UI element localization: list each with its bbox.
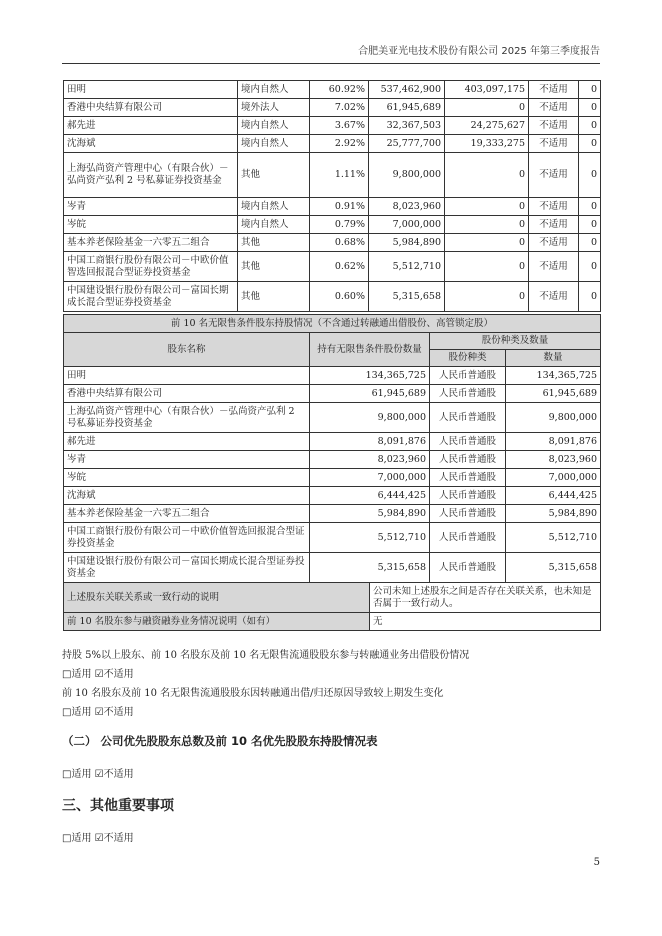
holder-pledge-status: 不适用 — [529, 216, 579, 234]
share-qty: 5,315,658 — [506, 553, 601, 583]
holder-name: 沈海斌 — [64, 487, 310, 505]
holder-name: 中国建设银行股份有限公司－富国长期成长混合型证券投资基金 — [64, 282, 238, 312]
share-qty: 8,091,876 — [506, 433, 601, 451]
holder-name: 田明 — [64, 367, 310, 385]
share-type: 人民币普通股 — [430, 553, 506, 583]
holder-restricted: 0 — [445, 234, 529, 252]
holder-name: 上海弘尚资产管理中心（有限合伙）－弘尚资产弘利 2 号私募证券投资基金 — [64, 153, 238, 198]
holder-ratio: 3.67% — [310, 117, 369, 135]
holder-pledge-status: 不适用 — [529, 135, 579, 153]
holder-ratio: 0.62% — [310, 252, 369, 282]
holder-nature: 其他 — [238, 153, 310, 198]
holder-shares: 7,000,000 — [369, 216, 445, 234]
col-header-shares: 持有无限售条件股份数量 — [310, 333, 430, 367]
col-header-type: 股份种类 — [430, 350, 506, 367]
holder-ratio: 0.79% — [310, 216, 369, 234]
preferred-checkbox-line — [62, 765, 134, 780]
holder-shares: 9,800,000 — [369, 153, 445, 198]
holder-restricted: 0 — [445, 198, 529, 216]
table-row — [64, 216, 601, 234]
not-applicable-checkbox: ☑不适用 — [94, 669, 134, 680]
holder-ratio: 0.68% — [310, 234, 369, 252]
holder-name: 岑青 — [64, 451, 310, 469]
holder-restricted: 19,333,275 — [445, 135, 529, 153]
holder-name: 基本养老保险基金一六零五二组合 — [64, 505, 310, 523]
unrestricted-shares: 61,945,689 — [310, 385, 430, 403]
holder-name: 香港中央结算有限公司 — [64, 385, 310, 403]
holder-name: 中国工商银行股份有限公司－中欧价值智选回报混合型证券投资基金 — [64, 523, 310, 553]
holder-ratio: 0.91% — [310, 198, 369, 216]
table-row — [64, 117, 601, 135]
holder-name: 上海弘尚资产管理中心（有限合伙）－弘尚资产弘利 2 号私募证券投资基金 — [64, 403, 310, 433]
unrestricted-shares: 7,000,000 — [310, 469, 430, 487]
holder-pledge-status: 不适用 — [529, 99, 579, 117]
holder-shares: 5,984,890 — [369, 234, 445, 252]
share-type: 人民币普通股 — [430, 523, 506, 553]
table-row — [64, 135, 601, 153]
table-row — [64, 433, 601, 451]
holder-nature: 境内自然人 — [238, 117, 310, 135]
share-qty: 5,984,890 — [506, 505, 601, 523]
header-row — [64, 333, 601, 350]
holder-shares: 8,023,960 — [369, 198, 445, 216]
holder-restricted: 0 — [445, 99, 529, 117]
table-row — [64, 81, 601, 99]
holder-shares: 25,777,700 — [369, 135, 445, 153]
holder-pledge-count: 0 — [579, 153, 601, 198]
holder-pledge-status: 不适用 — [529, 252, 579, 282]
table-row — [64, 451, 601, 469]
holder-ratio: 60.92% — [310, 81, 369, 99]
holder-nature: 境内自然人 — [238, 216, 310, 234]
holder-pledge-count: 0 — [579, 198, 601, 216]
share-type: 人民币普通股 — [430, 487, 506, 505]
holder-pledge-count: 0 — [579, 117, 601, 135]
holder-pledge-status: 不适用 — [529, 234, 579, 252]
holder-pledge-count: 0 — [579, 282, 601, 312]
unrestricted-shareholders-table — [63, 314, 601, 631]
holder-name: 郝先进 — [64, 117, 238, 135]
other-checkbox-line — [62, 829, 134, 844]
other-matters-heading: 三、其他重要事项 — [62, 798, 174, 814]
unrestricted-shares: 134,365,725 — [310, 367, 430, 385]
lending-note: 持股 5%以上股东、前 10 名股东及前 10 名无限售流通股股东参与转融通业务出借股份情况 — [62, 650, 470, 661]
change-note: 前 10 名股东及前 10 名无限售流通股股东因转融通出借/归还原因导致较上期发生变化 — [62, 688, 444, 699]
unrestricted-shares: 8,091,876 — [310, 433, 430, 451]
section-title: 前 10 名无限售条件股东持股情况（不含通过转融通出借股份、高管锁定股） — [64, 315, 601, 333]
holder-shares: 61,945,689 — [369, 99, 445, 117]
col-header-qty: 数量 — [506, 350, 601, 367]
share-type: 人民币普通股 — [430, 433, 506, 451]
unrestricted-shares: 5,315,658 — [310, 553, 430, 583]
preferred-shares-heading: （二） 公司优先股股东总数及前 10 名优先股股东持股情况表 — [62, 734, 378, 748]
margin-text: 无 — [370, 613, 601, 631]
table-row — [64, 523, 601, 553]
holder-restricted: 0 — [445, 282, 529, 312]
holder-ratio: 2.92% — [310, 135, 369, 153]
header-divider — [62, 63, 600, 64]
holder-nature: 境内自然人 — [238, 198, 310, 216]
holder-shares: 537,462,900 — [369, 81, 445, 99]
margin-label: 前 10 名股东参与融资融券业务情况说明（如有） — [64, 613, 370, 631]
applicable-checkbox: □适用 — [62, 769, 92, 780]
margin-row — [64, 613, 601, 631]
holder-pledge-count: 0 — [579, 234, 601, 252]
holder-name: 香港中央结算有限公司 — [64, 99, 238, 117]
unrestricted-shares: 5,512,710 — [310, 523, 430, 553]
holder-pledge-status: 不适用 — [529, 282, 579, 312]
holder-pledge-count: 0 — [579, 135, 601, 153]
holder-ratio: 0.60% — [310, 282, 369, 312]
holder-name: 沈海斌 — [64, 135, 238, 153]
holder-name: 基本养老保险基金一六零五二组合 — [64, 234, 238, 252]
table-row — [64, 367, 601, 385]
holder-shares: 32,367,503 — [369, 117, 445, 135]
holder-pledge-count: 0 — [579, 81, 601, 99]
holder-pledge-status: 不适用 — [529, 153, 579, 198]
holder-shares: 5,315,658 — [369, 282, 445, 312]
holder-shares: 5,512,710 — [369, 252, 445, 282]
holder-name: 田明 — [64, 81, 238, 99]
table-row — [64, 553, 601, 583]
share-type: 人民币普通股 — [430, 469, 506, 487]
holder-pledge-status: 不适用 — [529, 81, 579, 99]
holder-restricted: 0 — [445, 153, 529, 198]
holder-name: 中国建设银行股份有限公司－富国长期成长混合型证券投资基金 — [64, 553, 310, 583]
share-qty: 5,512,710 — [506, 523, 601, 553]
holder-nature: 境内自然人 — [238, 81, 310, 99]
table-row — [64, 505, 601, 523]
not-applicable-checkbox: ☑不适用 — [94, 833, 134, 844]
share-qty: 7,000,000 — [506, 469, 601, 487]
holder-restricted: 24,275,627 — [445, 117, 529, 135]
report-header-title: 合肥美亚光电技术股份有限公司 2025 年第三季度报告 — [358, 46, 600, 57]
holder-nature: 其他 — [238, 252, 310, 282]
holder-pledge-status: 不适用 — [529, 198, 579, 216]
share-type: 人民币普通股 — [430, 367, 506, 385]
unrestricted-shares: 9,800,000 — [310, 403, 430, 433]
holder-pledge-count: 0 — [579, 252, 601, 282]
table-row — [64, 234, 601, 252]
applicable-checkbox: □适用 — [62, 707, 92, 718]
relation-label: 上述股东关联关系或一致行动的说明 — [64, 583, 370, 613]
share-qty: 6,444,425 — [506, 487, 601, 505]
col-header-name: 股东名称 — [64, 333, 310, 367]
share-qty: 8,023,960 — [506, 451, 601, 469]
table-row — [64, 198, 601, 216]
unrestricted-shares: 5,984,890 — [310, 505, 430, 523]
holder-nature: 境外法人 — [238, 99, 310, 117]
holder-nature: 其他 — [238, 282, 310, 312]
table-row — [64, 403, 601, 433]
change-checkbox-line — [62, 703, 134, 718]
holder-name: 郝先进 — [64, 433, 310, 451]
holder-pledge-count: 0 — [579, 99, 601, 117]
share-type: 人民币普通股 — [430, 403, 506, 433]
holder-ratio: 7.02% — [310, 99, 369, 117]
share-type: 人民币普通股 — [430, 451, 506, 469]
applicable-checkbox: □适用 — [62, 669, 92, 680]
table-row — [64, 99, 601, 117]
applicable-checkbox: □适用 — [62, 833, 92, 844]
share-type: 人民币普通股 — [430, 505, 506, 523]
table-row — [64, 252, 601, 282]
holder-pledge-status: 不适用 — [529, 117, 579, 135]
not-applicable-checkbox: ☑不适用 — [94, 769, 134, 780]
table-row — [64, 469, 601, 487]
holder-nature: 其他 — [238, 234, 310, 252]
unrestricted-shares: 8,023,960 — [310, 451, 430, 469]
section-title-row — [64, 315, 601, 333]
holder-name: 岑青 — [64, 198, 238, 216]
holder-pledge-count: 0 — [579, 216, 601, 234]
relation-text: 公司未知上述股东之间是否存在关联关系，也未知是否属于一致行动人。 — [370, 583, 601, 613]
holder-restricted: 0 — [445, 216, 529, 234]
holder-ratio: 1.11% — [310, 153, 369, 198]
holder-nature: 境内自然人 — [238, 135, 310, 153]
table-row — [64, 487, 601, 505]
relation-row — [64, 583, 601, 613]
share-qty: 9,800,000 — [506, 403, 601, 433]
share-qty: 61,945,689 — [506, 385, 601, 403]
holder-name: 岑皖 — [64, 216, 238, 234]
table-row — [64, 282, 601, 312]
holder-restricted: 403,097,175 — [445, 81, 529, 99]
lending-checkbox-line — [62, 665, 134, 680]
col-header-type-group: 股份种类及数量 — [430, 333, 601, 350]
holder-name: 岑皖 — [64, 469, 310, 487]
table-row — [64, 385, 601, 403]
share-qty: 134,365,725 — [506, 367, 601, 385]
page-number: 5 — [593, 857, 600, 868]
not-applicable-checkbox: ☑不适用 — [94, 707, 134, 718]
unrestricted-shares: 6,444,425 — [310, 487, 430, 505]
holder-name: 中国工商银行股份有限公司－中欧价值智选回报混合型证券投资基金 — [64, 252, 238, 282]
top-shareholders-table — [63, 80, 601, 312]
share-type: 人民币普通股 — [430, 385, 506, 403]
holder-restricted: 0 — [445, 252, 529, 282]
table-row — [64, 153, 601, 198]
